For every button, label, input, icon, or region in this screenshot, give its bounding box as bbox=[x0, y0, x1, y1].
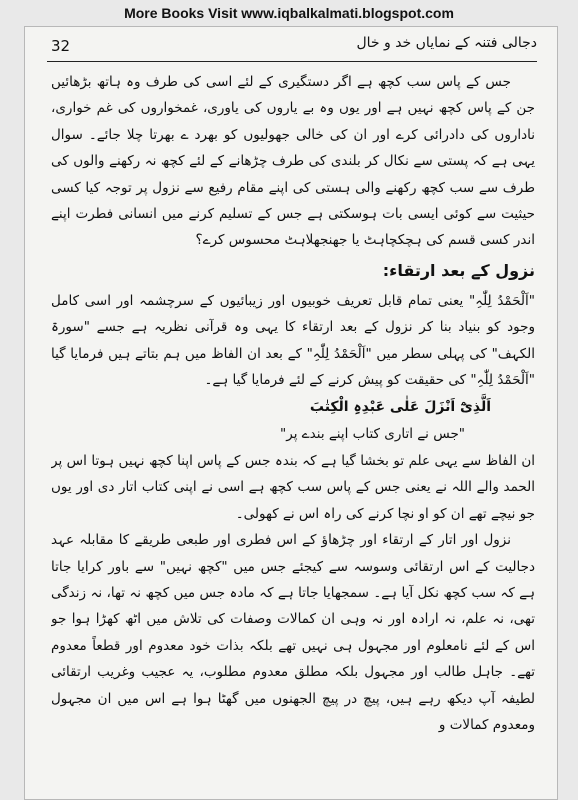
paragraph-3: ان الفاظ سے یہی علم تو بخشا گیا ہے کہ بندہ جس کے پاس اپنا کچھ نہیں ہوتا اس پر الحمد والے اللہ نے یعنی جس کے پاس سب کچھ ہے اسی نے اپنی کتاب اتار دی اور یوں جو نیچے تھے ان کو او نچا کرنے کی راہ اس نے کھولی۔ bbox=[51, 452, 535, 522]
section-heading: نزول کے بعد ارتقاء: bbox=[382, 260, 535, 280]
book-page bbox=[24, 26, 558, 800]
header-divider bbox=[47, 61, 537, 62]
page-body bbox=[51, 69, 535, 791]
page-header bbox=[47, 35, 537, 59]
page-number: 32 bbox=[51, 37, 71, 55]
quranic-verse: اَلَّذِیْٓ اَنْزَلَ عَلٰی عَبْدِہِ الْکِتٰبَ bbox=[309, 399, 491, 416]
website-banner: More Books Visit www.iqbalkalmati.blogspot.com bbox=[124, 5, 454, 21]
verse-translation: "جس نے اتاری کتاب اپنے بندے پر" bbox=[280, 426, 465, 443]
paragraph-1: جس کے پاس سب کچھ ہے اگر دستگیری کے لئے اسی کی طرف وہ ہاتھ بڑھائیں جن کے پاس کچھ نہیں ہے اور یوں وہ بے یاروں کی یاوری، غمخواروں کی غم خواری، ناداروں کی دادرائی کرے اور ان کی خالی جھولیوں کو بھرد ے بھرتا چلا جائے۔ سوال یہی ہے کہ پستی سے نکال کر بلندی کی طرف چڑھانے کے لئے کچھ نہ رکھنے والوں کی طرف سے سب کچھ رکھنے والی ہستی کی اپنے مقام رفیع سے نزول پر توجہ کیا کسی حیثیت سے کوئی ایسی بات ہوسکتی ہے جس کے تسلیم کرنے میں انسانی فطرت اپنے اندر کسی قسم کی ہچکچاہٹ یا جھنجھلاہٹ محسوس کرے؟ bbox=[51, 74, 535, 249]
running-title: دجالی فتنہ کے نمایاں خد و خال bbox=[356, 35, 537, 51]
paragraph-2: "اَلْحَمْدُ لِلّٰہِ" یعنی تمام قابل تعریف خوبیوں اور زیبائیوں کے سرچشمہ اور اسی کامل وجود کو بنیاد بنا کر نزول کے بعد ارتقاء کا یہی وہ قرآنی نظریہ ہے جسے "سورۃ الکہف" کی پہلی سطر میں "اَلْحَمْدُ لِلّٰہِ" کے بعد ان الفاظ میں ہم بتاتے ہیں فرمایا گیا "اَلْحَمْدُ لِلّٰہِ" کی حقیقت کو پیش کرنے کے لئے فرمایا گیا ہے۔ bbox=[51, 292, 535, 389]
paragraph-4: نزول اور اتار کے ارتقاء اور چڑھاؤ کے اس فطری اور طبعی طریقے کا مقابلہ عہد دجالیت کے اس ارتقائی وسوسہ سے کیجئے جس میں "کچھ نہیں" سے باور کرایا جاتا ہے کہ سب کچھ نکل آیا ہے۔ سمجھایا جاتا ہے کہ مادہ جس میں کچھ نہ تھا، نہ زندگی تھی، نہ علم، نہ ارادہ اور نہ وہی ان کمالات وصفات کی تلاش میں اٹھ کھڑا ہوا جو اس کے لئے نامعلوم اور مجہول ہی نہیں تھے بلکہ بذات خود معدوم اور قطعاً معدوم تھے۔ جاہل طالب اور مجہول بلکہ مطلق معدوم مطلوب، یہ عجیب وغریب ارتقائی لطیفہ آپ دیکھ رہے ہیں، پیچ در پیچ الجھنوں میں گھٹا ہوا ہے اس میں ان مجہول ومعدوم کمالات و bbox=[51, 532, 535, 733]
